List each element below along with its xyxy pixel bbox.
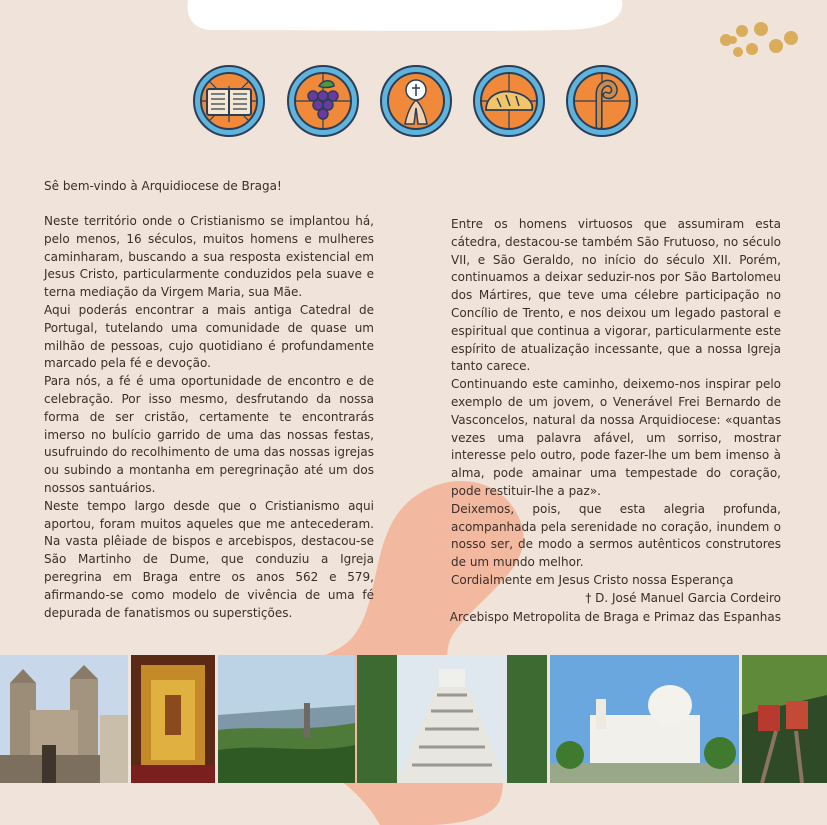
photo-strip	[0, 655, 827, 783]
crozier-icon	[565, 64, 639, 138]
praying-hands-icon	[379, 64, 453, 138]
left-column	[44, 213, 374, 622]
paragraph: Para nós, a fé é uma oportunidade de encontro e de celebração. Por isso mesmo, desfrutando da nossa forma de ser cristão, certamente te encontrarás imerso no bulício garrido de uma das nossas festas, usufruindo do recolhimento de uma das nossas igrejas ou subindo a montanha em peregrinação até um dos nossos santuários.	[44, 374, 374, 495]
open-book-icon	[192, 64, 266, 138]
bom-jesus-stairway-photo	[357, 655, 547, 783]
icon-row	[192, 64, 642, 138]
bread-icon	[472, 64, 546, 138]
paragraph: Continuando este caminho, deixemo-nos inspirar pelo exemplo de um jovem, o Venerável Frei Bernardo de Vasconcelos, natural da nossa Arquidiocese: «quantas vezes uma palavra afável, um sorriso, mostrar interesse pelo outro, pode fazer-lhe um bem imenso à alma, pode amainar uma tempestade do coração, pode restituir-lhe a paz».	[451, 377, 781, 498]
right-column	[451, 216, 781, 590]
funicular-photo	[742, 655, 827, 783]
signature	[450, 589, 781, 627]
signature-title: Arcebispo Metropolita de Braga e Primaz das Espanhas	[449, 610, 781, 624]
signature-name: † D. José Manuel Garcia Cordeiro	[585, 591, 781, 605]
paragraph: Aqui poderás encontrar a mais antiga Catedral de Portugal, tutelando uma comunidade de quase um milhão de pessoas, cujo quotidiano é profundamente marcado pela fé e devoção.	[44, 302, 374, 371]
sameiro-sanctuary-photo	[550, 655, 739, 783]
grapes-icon	[286, 64, 360, 138]
decorative-dots	[720, 22, 798, 57]
paragraph: Neste território onde o Cristianismo se implantou há, pelo menos, 16 séculos, muitos homens e mulheres caminharam, buscando a sua resposta existencial em Jesus Cristo, particularmente conduzidos pela suave e terna mediação da Virgem Maria, sua Mãe.	[44, 214, 374, 300]
paragraph: Neste tempo largo desde que o Cristianismo aqui aportou, foram muitos aqueles que me antecederam. Na vasta plêiade de bispos e arcebispos, destacou-se São Martinho de Dume, que conduziu a Igreja peregrina em Braga entre os anos 562 e 579, afirmando-se como modelo de vivência de uma fé depurada de fanatismos ou superstições.	[44, 498, 374, 620]
paragraph: Entre os homens virtuosos que assumiram esta cátedra, destacou-se também São Frutuoso, no século VII, e São Geraldo, no início do século XII. Porém, continuamos a deixar seduzir-nos por São Bartolomeu dos Mártires, que teve uma célebre participação no Concílio de Trento, e nos deixou um legado pastoral e espiritual que continua a vigorar, particularmente este espírito de atualização incessante, que a nossa Igreja tanto carece.	[451, 217, 781, 374]
braga-cathedral-photo	[0, 655, 128, 783]
golden-altar-photo	[131, 655, 215, 783]
paragraph: Deixemos, pois, que esta alegria profunda, acompanhada pela serenidade no coração, inundem o nosso ser, de modo a sermos autênticos construtores de um mundo melhor.	[451, 501, 781, 570]
top-white-shape	[188, 0, 623, 31]
paragraph: Cordialmente em Jesus Cristo nossa Esperança	[451, 572, 734, 587]
greeting: Sê bem-vindo à Arquidiocese de Braga!	[44, 179, 282, 193]
mountain-sanctuary-photo	[218, 655, 355, 783]
